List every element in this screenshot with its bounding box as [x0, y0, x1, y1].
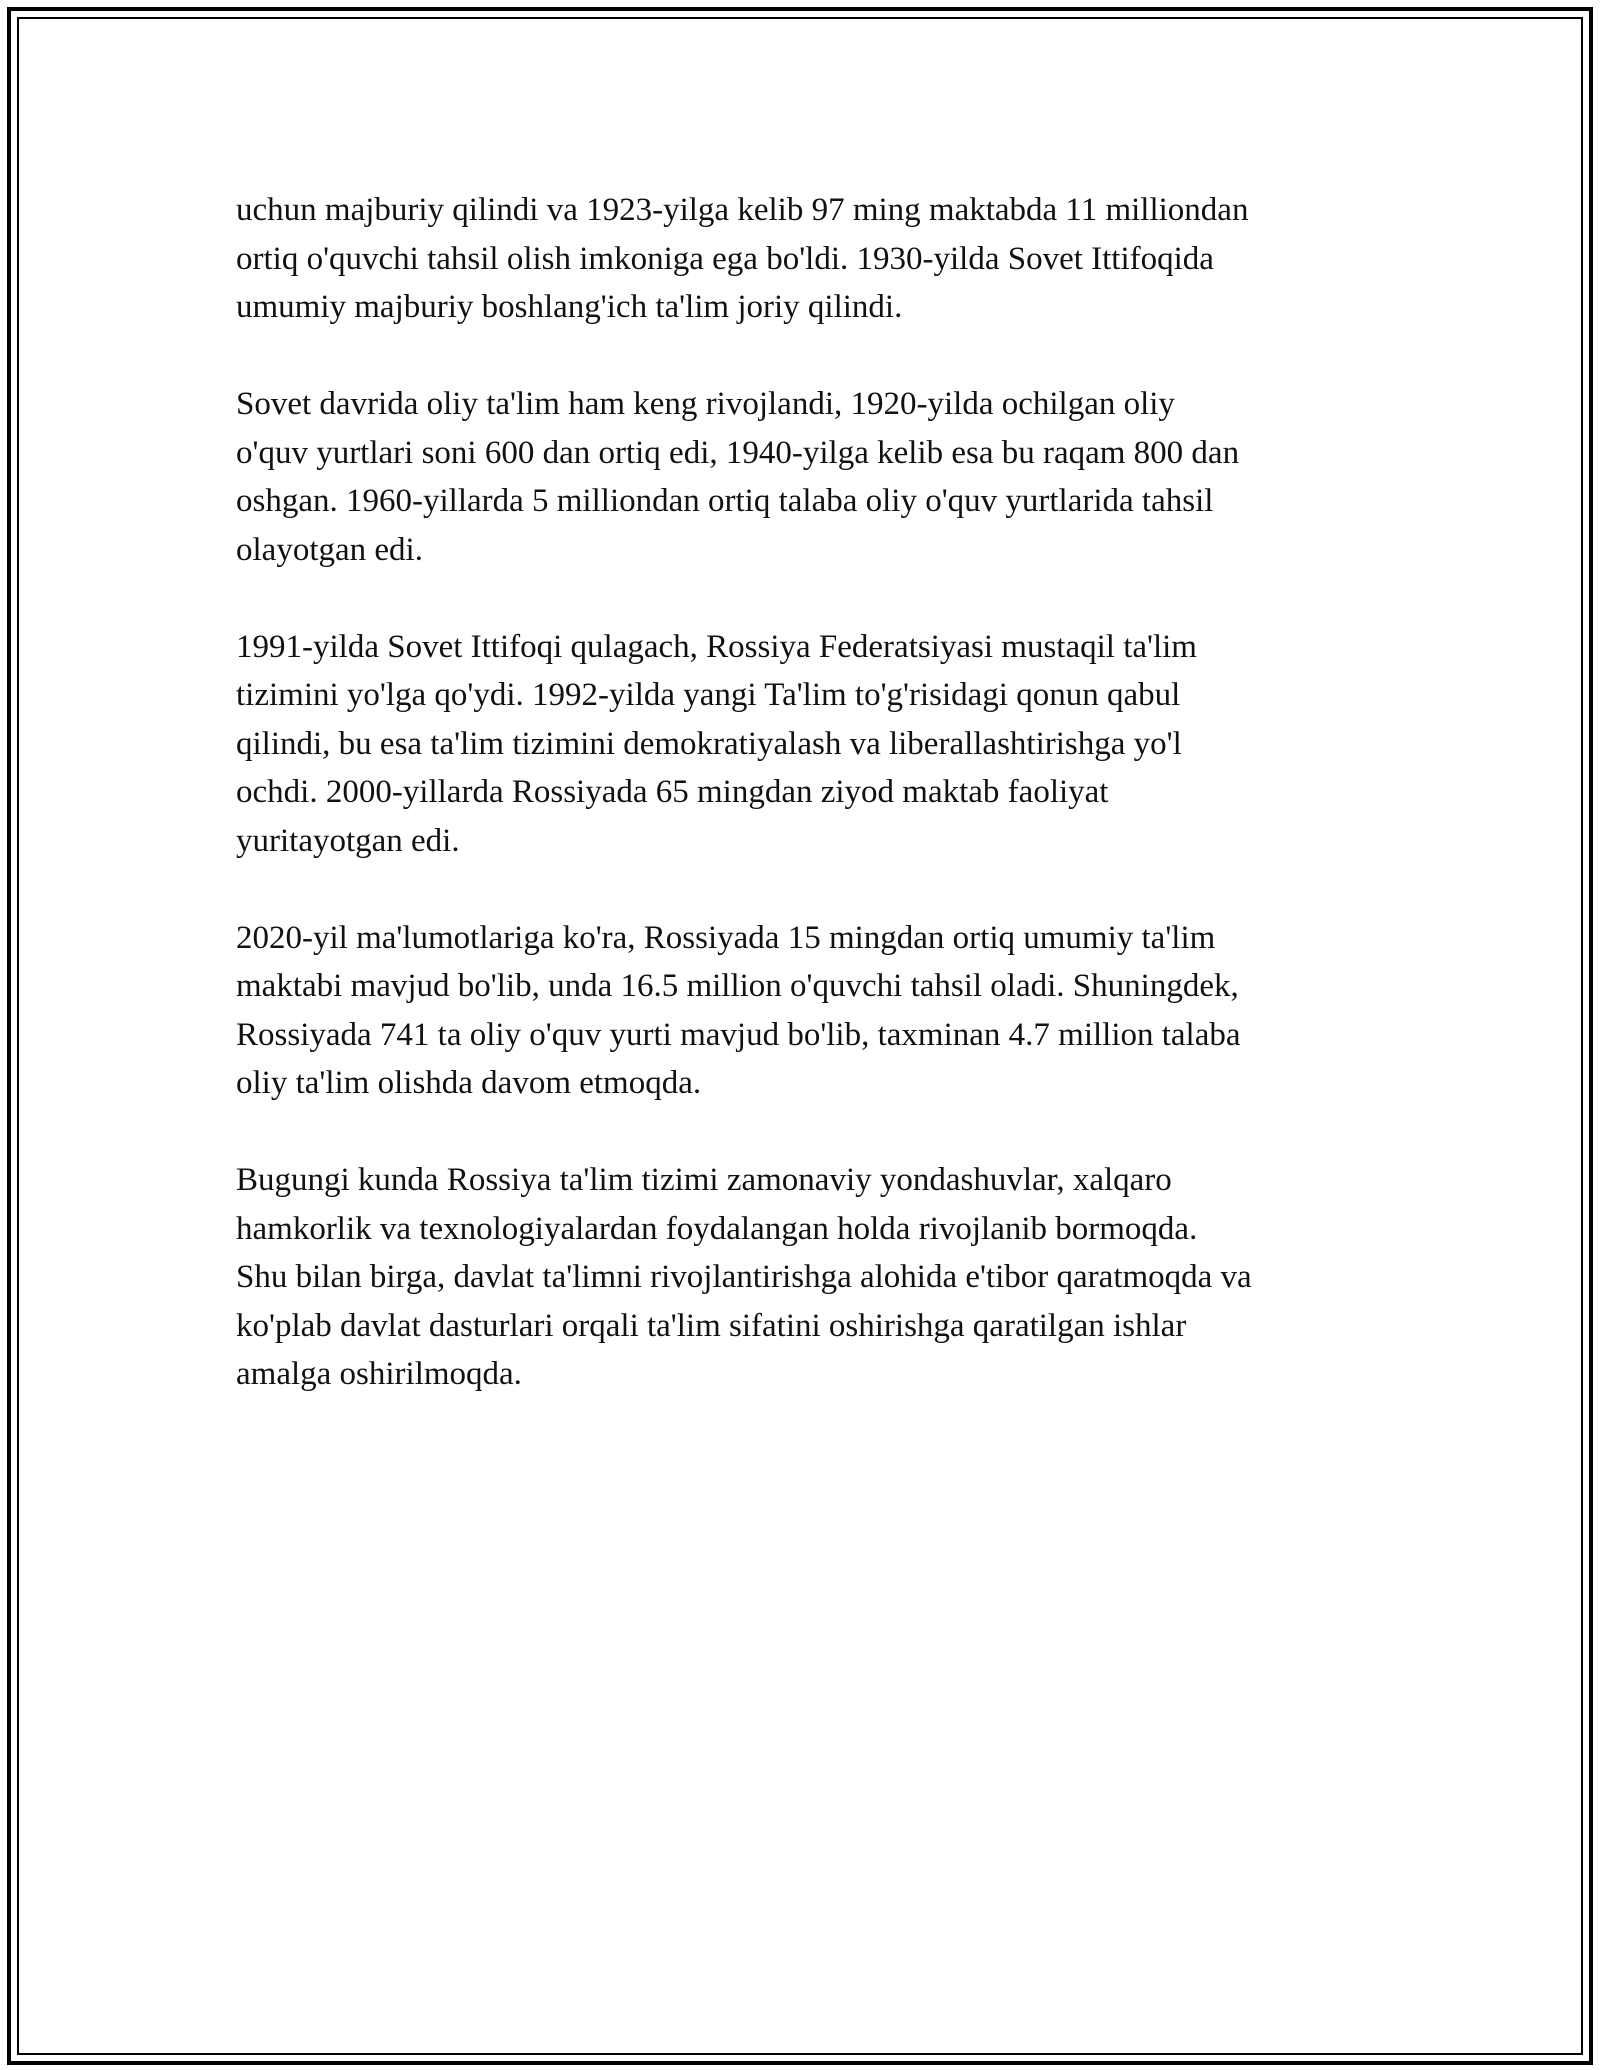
paragraph-line: maktabi mavjud bo'lib, unda 16.5 million o'quvchi tahsil oladi. Shuningdek,	[236, 968, 1239, 1004]
paragraph-line: umumiy majburiy boshlang'ich ta'lim joriy qilindi.	[236, 289, 903, 325]
paragraph-line: olayotgan edi.	[236, 531, 423, 568]
paragraph-line: tizimini yo'lga qo'ydi. 1992-yilda yangi Ta'lim to'g'risidagi qonun qabul	[236, 677, 1181, 713]
paragraph-line: o'quv yurtlari soni 600 dan ortiq edi, 1940-yilga kelib esa bu raqam 800 dan	[236, 434, 1240, 471]
paragraph-line: 1991-yilda Sovet Ittifoqi qulagach, Rossiya Federatsiyasi mustaqil ta'lim	[236, 628, 1197, 665]
paragraph-5	[236, 1156, 1386, 1399]
paragraph-line: oshgan. 1960-yillarda 5 milliondan ortiq talaba oliy o'quv yurtlarida tahsil	[236, 483, 1214, 519]
paragraph-line: ortiq o'quvchi tahsil olish imkoniga ega bo'ldi. 1930-yilda Sovet Ittifoqida	[236, 240, 1214, 277]
paragraph-1	[236, 186, 1386, 332]
document-body	[236, 186, 1386, 1399]
paragraph-line: 2020-yil ma'lumotlariga ko'ra, Rossiyada 15 mingdan ortiq umumiy ta'lim	[236, 919, 1216, 956]
paragraph-line: Rossiyada 741 ta oliy o'quv yurti mavjud bo'lib, taxminan 4.7 million talaba	[236, 1016, 1241, 1053]
paragraph-line: Bugungi kunda Rossiya ta'lim tizimi zamonaviy yondashuvlar, xalqaro	[236, 1162, 1172, 1198]
paragraph-line: ko'plab davlat dasturlari orqali ta'lim sifatini oshirishga qaratilgan ishlar	[236, 1307, 1187, 1344]
paragraph-line: uchun majburiy qilindi va 1923-yilga kelib 97 ming maktabda 11 milliondan	[236, 192, 1249, 228]
paragraph-line: yuritayotgan edi.	[236, 822, 460, 859]
paragraph-line: Sovet davrida oliy ta'lim ham keng rivojlandi, 1920-yilda ochilgan oliy	[236, 386, 1175, 422]
paragraph-line: hamkorlik va texnologiyalardan foydalangan holda rivojlanib bormoqda.	[236, 1210, 1198, 1247]
paragraph-3	[236, 623, 1386, 866]
paragraph-line: amalga oshirilmoqda.	[236, 1356, 522, 1392]
paragraph-2	[236, 380, 1386, 574]
paragraph-line: oliy ta'lim olishda davom etmoqda.	[236, 1065, 702, 1101]
paragraph-line: ochdi. 2000-yillarda Rossiyada 65 mingdan ziyod maktab faoliyat	[236, 774, 1109, 810]
paragraph-line: Shu bilan birga, davlat ta'limni rivojlantirishga alohida e'tibor qaratmoqda va	[236, 1259, 1252, 1295]
paragraph-line: qilindi, bu esa ta'lim tizimini demokratiyalash va liberallashtirishga yo'l	[236, 725, 1182, 762]
paragraph-4	[236, 914, 1386, 1108]
